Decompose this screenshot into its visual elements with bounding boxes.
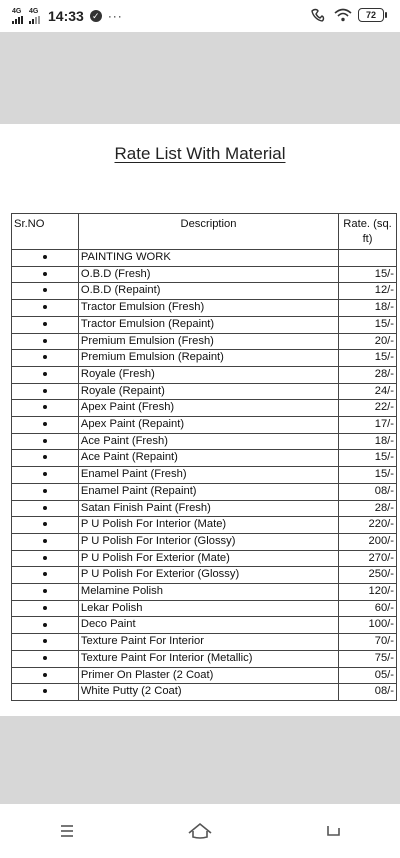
row-rate — [339, 250, 397, 267]
row-rate: 250/- — [339, 567, 397, 584]
bullet-icon — [43, 673, 47, 677]
row-rate: 70/- — [339, 634, 397, 651]
row-bullet-cell — [12, 550, 79, 567]
row-bullet-cell — [12, 300, 79, 317]
row-bullet-cell — [12, 333, 79, 350]
row-bullet-cell — [12, 450, 79, 467]
wifi-icon — [334, 8, 352, 22]
row-rate: 22/- — [339, 400, 397, 417]
signal-icon — [12, 8, 23, 24]
table-row — [12, 450, 397, 467]
bullet-icon — [43, 422, 47, 426]
row-description: P U Polish For Interior (Mate) — [78, 517, 338, 534]
bullet-icon — [43, 522, 47, 526]
table-header-row — [12, 214, 397, 250]
row-description: Texture Paint For Interior (Metallic) — [78, 650, 338, 667]
back-icon — [324, 823, 342, 839]
row-bullet-cell — [12, 500, 79, 517]
bullet-icon — [43, 656, 47, 660]
row-rate: 08/- — [339, 483, 397, 500]
bullet-icon — [43, 539, 47, 543]
row-bullet-cell — [12, 283, 79, 300]
more-icon: ··· — [107, 9, 123, 23]
row-description: Enamel Paint (Fresh) — [78, 467, 338, 484]
row-rate: 220/- — [339, 517, 397, 534]
row-rate: 15/- — [339, 467, 397, 484]
table-row — [12, 483, 397, 500]
column-header-rate: Rate. (sq. ft) — [339, 214, 397, 250]
row-bullet-cell — [12, 483, 79, 500]
bullet-icon — [43, 639, 47, 643]
row-rate: 17/- — [339, 417, 397, 434]
row-description: P U Polish For Exterior (Glossy) — [78, 567, 338, 584]
row-rate: 12/- — [339, 283, 397, 300]
row-description: Primer On Plaster (2 Coat) — [78, 667, 338, 684]
bullet-icon — [43, 556, 47, 560]
back-button[interactable] — [313, 816, 353, 846]
row-rate: 24/- — [339, 383, 397, 400]
bullet-icon — [43, 288, 47, 292]
row-bullet-cell — [12, 383, 79, 400]
table-row — [12, 250, 397, 267]
table-row — [12, 567, 397, 584]
row-rate: 05/- — [339, 667, 397, 684]
wifi-calling-icon — [310, 8, 328, 22]
row-bullet-cell — [12, 400, 79, 417]
row-description: Lekar Polish — [78, 600, 338, 617]
document-view[interactable] — [0, 124, 400, 716]
bullet-icon — [43, 372, 47, 376]
row-description: P U Polish For Interior (Glossy) — [78, 533, 338, 550]
row-bullet-cell — [12, 467, 79, 484]
bullet-icon — [43, 439, 47, 443]
table-row — [12, 634, 397, 651]
bullet-icon — [43, 689, 47, 693]
row-bullet-cell — [12, 417, 79, 434]
row-description: White Putty (2 Coat) — [78, 684, 338, 701]
row-description: Ace Paint (Fresh) — [78, 433, 338, 450]
row-rate: 18/- — [339, 300, 397, 317]
bullet-icon — [43, 255, 47, 259]
row-bullet-cell — [12, 684, 79, 701]
rate-table-body — [12, 250, 397, 701]
row-rate: 18/- — [339, 433, 397, 450]
bullet-icon — [43, 455, 47, 459]
row-rate: 270/- — [339, 550, 397, 567]
row-description: Enamel Paint (Repaint) — [78, 483, 338, 500]
row-description: Ace Paint (Repaint) — [78, 450, 338, 467]
row-description: Texture Paint For Interior — [78, 634, 338, 651]
row-description: Apex Paint (Fresh) — [78, 400, 338, 417]
row-description: Apex Paint (Repaint) — [78, 417, 338, 434]
row-bullet-cell — [12, 667, 79, 684]
status-time: 14:33 — [48, 8, 84, 24]
row-rate: 120/- — [339, 584, 397, 601]
row-rate: 100/- — [339, 617, 397, 634]
row-rate: 15/- — [339, 316, 397, 333]
row-description: Premium Emulsion (Repaint) — [78, 350, 338, 367]
table-row — [12, 283, 397, 300]
bullet-icon — [43, 272, 47, 276]
row-rate: 15/- — [339, 450, 397, 467]
row-description: Royale (Repaint) — [78, 383, 338, 400]
table-row — [12, 467, 397, 484]
row-rate: 60/- — [339, 600, 397, 617]
row-bullet-cell — [12, 433, 79, 450]
row-bullet-cell — [12, 316, 79, 333]
bullet-icon — [43, 506, 47, 510]
bullet-icon — [43, 405, 47, 409]
menu-icon — [59, 824, 75, 838]
bullet-icon — [43, 489, 47, 493]
row-rate: 28/- — [339, 500, 397, 517]
row-description: Deco Paint — [78, 617, 338, 634]
row-rate: 28/- — [339, 366, 397, 383]
status-bar — [0, 0, 400, 32]
bullet-icon — [43, 589, 47, 593]
row-description: Premium Emulsion (Fresh) — [78, 333, 338, 350]
battery-level: 72 — [365, 10, 376, 20]
top-grey-band — [0, 32, 400, 124]
network-label-2: 4G — [29, 8, 39, 15]
table-row — [12, 400, 397, 417]
row-bullet-cell — [12, 650, 79, 667]
row-rate: 200/- — [339, 533, 397, 550]
bullet-icon — [43, 322, 47, 326]
table-row — [12, 500, 397, 517]
navigation-bar — [0, 804, 400, 858]
bullet-icon — [43, 472, 47, 476]
signal-icon-2 — [29, 8, 40, 24]
row-description: Tractor Emulsion (Repaint) — [78, 316, 338, 333]
row-description: Satan Finish Paint (Fresh) — [78, 500, 338, 517]
table-row — [12, 600, 397, 617]
row-bullet-cell — [12, 634, 79, 651]
row-description: O.B.D (Fresh) — [78, 266, 338, 283]
home-icon — [187, 822, 213, 840]
bullet-icon — [43, 305, 47, 309]
home-button[interactable] — [180, 816, 220, 846]
bullet-icon — [43, 355, 47, 359]
table-row — [12, 584, 397, 601]
row-bullet-cell — [12, 533, 79, 550]
table-row — [12, 550, 397, 567]
rate-table — [11, 213, 397, 701]
table-row — [12, 533, 397, 550]
table-row — [12, 350, 397, 367]
table-row — [12, 266, 397, 283]
table-row — [12, 517, 397, 534]
row-rate: 20/- — [339, 333, 397, 350]
network-label-1: 4G — [12, 8, 22, 15]
bottom-grey-band — [0, 716, 400, 804]
battery-icon — [358, 8, 384, 22]
table-row — [12, 667, 397, 684]
table-row — [12, 333, 397, 350]
column-header-sr-no: Sr.NO — [12, 214, 79, 250]
row-description: Melamine Polish — [78, 584, 338, 601]
bullet-icon — [43, 623, 47, 627]
row-rate: 15/- — [339, 266, 397, 283]
table-row — [12, 366, 397, 383]
document-title: Rate List With Material — [114, 144, 286, 163]
row-rate: 15/- — [339, 350, 397, 367]
row-bullet-cell — [12, 617, 79, 634]
row-description: O.B.D (Repaint) — [78, 283, 338, 300]
table-row — [12, 383, 397, 400]
bullet-icon — [43, 339, 47, 343]
table-row — [12, 617, 397, 634]
check-icon: ✓ — [90, 10, 102, 22]
table-row — [12, 684, 397, 701]
row-description: PAINTING WORK — [78, 250, 338, 267]
row-rate: 08/- — [339, 684, 397, 701]
row-description: Tractor Emulsion (Fresh) — [78, 300, 338, 317]
row-description: P U Polish For Exterior (Mate) — [78, 550, 338, 567]
bullet-icon — [43, 606, 47, 610]
menu-button[interactable] — [47, 816, 87, 846]
bullet-icon — [43, 389, 47, 393]
row-bullet-cell — [12, 350, 79, 367]
table-row — [12, 433, 397, 450]
row-bullet-cell — [12, 517, 79, 534]
row-bullet-cell — [12, 584, 79, 601]
bullet-icon — [43, 572, 47, 576]
table-row — [12, 650, 397, 667]
row-bullet-cell — [12, 250, 79, 267]
row-description: Royale (Fresh) — [78, 366, 338, 383]
column-header-description: Description — [78, 214, 338, 250]
row-bullet-cell — [12, 366, 79, 383]
row-bullet-cell — [12, 266, 79, 283]
table-row — [12, 316, 397, 333]
row-bullet-cell — [12, 600, 79, 617]
table-row — [12, 300, 397, 317]
table-row — [12, 417, 397, 434]
row-bullet-cell — [12, 567, 79, 584]
row-rate: 75/- — [339, 650, 397, 667]
